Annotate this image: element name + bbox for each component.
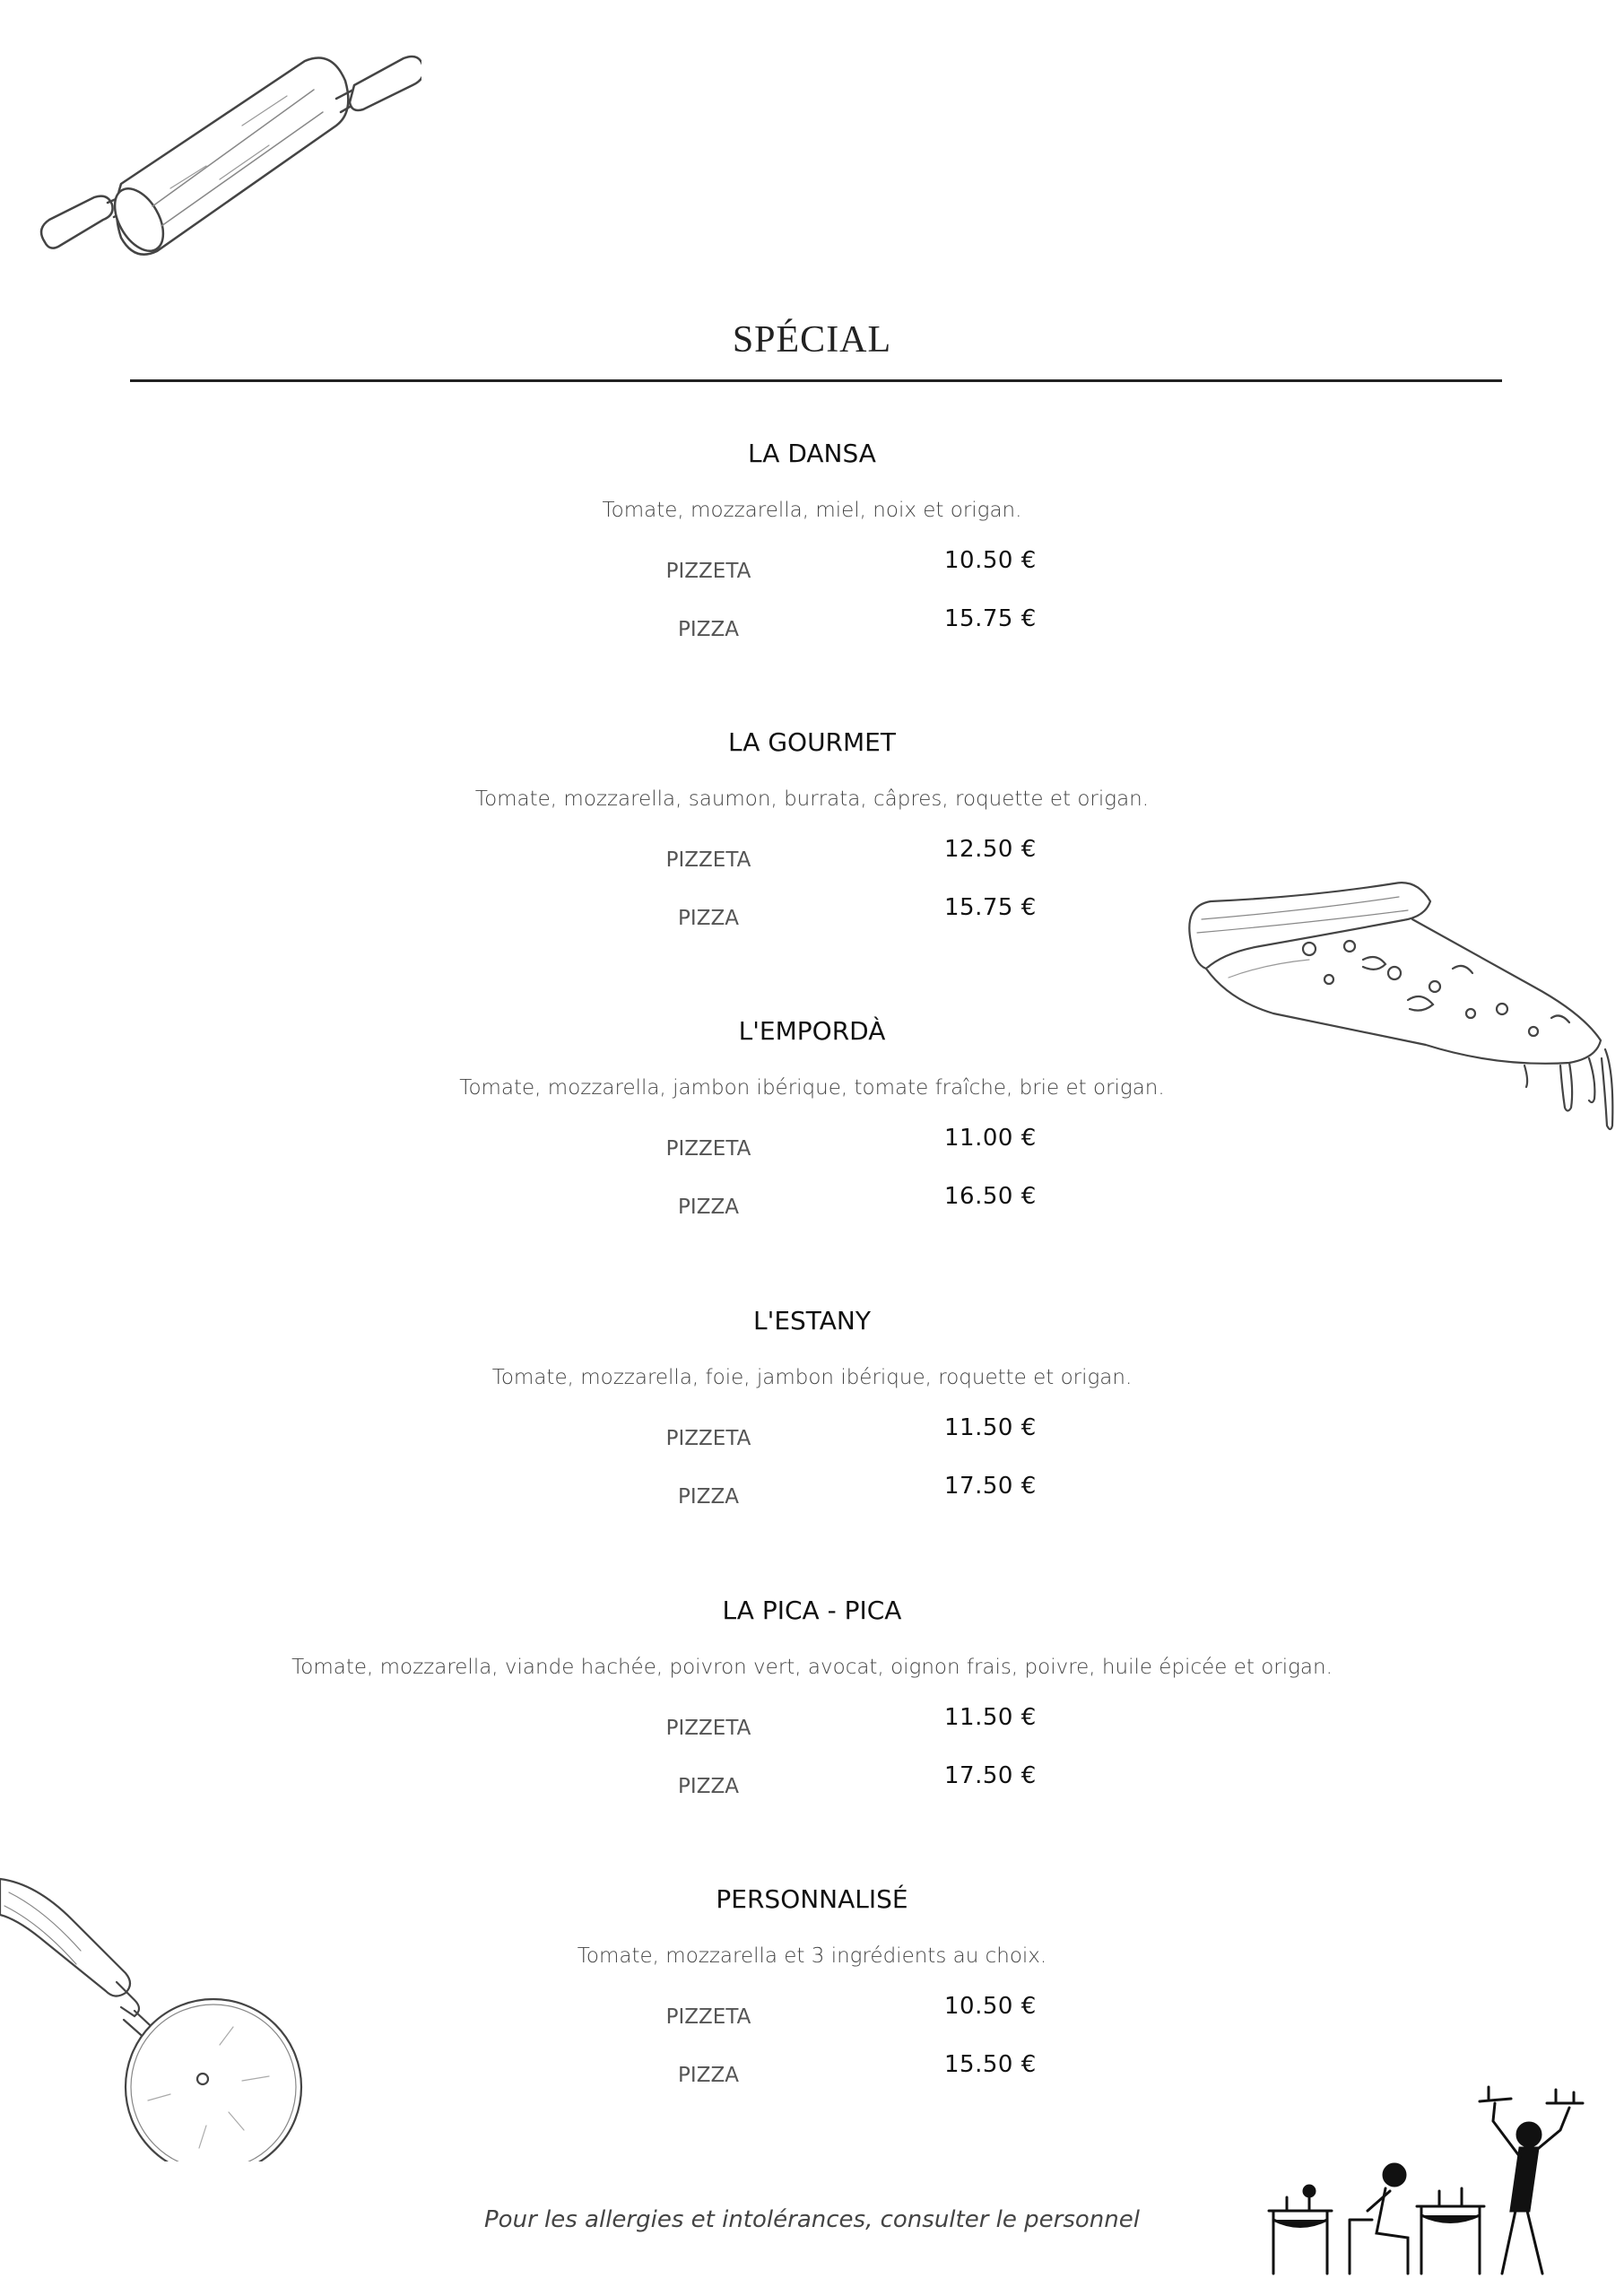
- size-label: PIZZETA: [665, 1137, 751, 1161]
- size-label: PIZZETA: [665, 848, 751, 872]
- price: 15.50 €: [944, 2051, 1037, 2078]
- title-divider: [130, 379, 1502, 382]
- size-label: PIZZA: [678, 2064, 739, 2087]
- item-name: L'EMPORDÀ: [738, 1016, 886, 1046]
- size-label: PIZZETA: [665, 560, 751, 583]
- price: 11.50 €: [944, 1414, 1037, 1441]
- price: 11.00 €: [944, 1125, 1037, 1152]
- price-row: [0, 1178, 1624, 1236]
- item-name: LA PICA - PICA: [722, 1596, 902, 1625]
- price-row: [0, 1467, 1624, 1526]
- allergy-note: Pour les allergies et intolérances, consulter le personnel: [484, 2206, 1140, 2233]
- price: 10.50 €: [944, 547, 1037, 574]
- size-label: PIZZA: [678, 1196, 739, 1219]
- item-description: Tomate, mozzarella, foie, jambon ibérique, roquette et origan.: [491, 1366, 1133, 1389]
- item-name: LA DANSA: [748, 439, 876, 468]
- item-name: PERSONNALISÉ: [716, 1884, 908, 1914]
- price: 17.50 €: [944, 1473, 1037, 1500]
- pizza-cutter-icon: [0, 1866, 314, 2161]
- item-description: Tomate, mozzarella, viande hachée, poivron vert, avocat, oignon frais, poivre, huile épicée et origan.: [291, 1656, 1333, 1679]
- size-label: PIZZETA: [665, 2005, 751, 2029]
- price-row: [0, 600, 1624, 658]
- item-description: Tomate, mozzarella, jambon ibérique, tomate fraîche, brie et origan.: [459, 1076, 1165, 1100]
- size-label: PIZZA: [678, 907, 739, 930]
- item-description: Tomate, mozzarella et 3 ingrédients au choix.: [577, 1944, 1047, 1968]
- price: 11.50 €: [944, 1704, 1037, 1731]
- item-description: Tomate, mozzarella, saumon, burrata, câpres, roquette et origan.: [474, 787, 1150, 811]
- menu-item: [0, 438, 1624, 658]
- item-name: L'ESTANY: [753, 1306, 871, 1335]
- price-row: [0, 1409, 1624, 1467]
- price: 10.50 €: [944, 1993, 1037, 2020]
- price: 16.50 €: [944, 1183, 1037, 1210]
- price-row: [0, 542, 1624, 600]
- rolling-pin-icon: [27, 27, 421, 278]
- price: 17.50 €: [944, 1762, 1037, 1789]
- menu-item: [0, 1595, 1624, 1815]
- pizza-slice-icon: [1175, 879, 1619, 1139]
- item-description: Tomate, mozzarella, miel, noix et origan.: [602, 499, 1022, 522]
- section-title: SPÉCIAL: [732, 319, 892, 361]
- price: 12.50 €: [944, 836, 1037, 863]
- price-row: [0, 1757, 1624, 1815]
- size-label: PIZZA: [678, 1775, 739, 1798]
- waiter-scene-icon: [1260, 2085, 1592, 2287]
- price-row: [0, 1699, 1624, 1757]
- size-label: PIZZETA: [665, 1427, 751, 1450]
- menu-item: [0, 1305, 1624, 1526]
- size-label: PIZZA: [678, 1485, 739, 1509]
- price: 15.75 €: [944, 894, 1037, 921]
- price: 15.75 €: [944, 605, 1037, 632]
- size-label: PIZZA: [678, 618, 739, 641]
- size-label: PIZZETA: [665, 1717, 751, 1740]
- item-name: LA GOURMET: [728, 727, 896, 757]
